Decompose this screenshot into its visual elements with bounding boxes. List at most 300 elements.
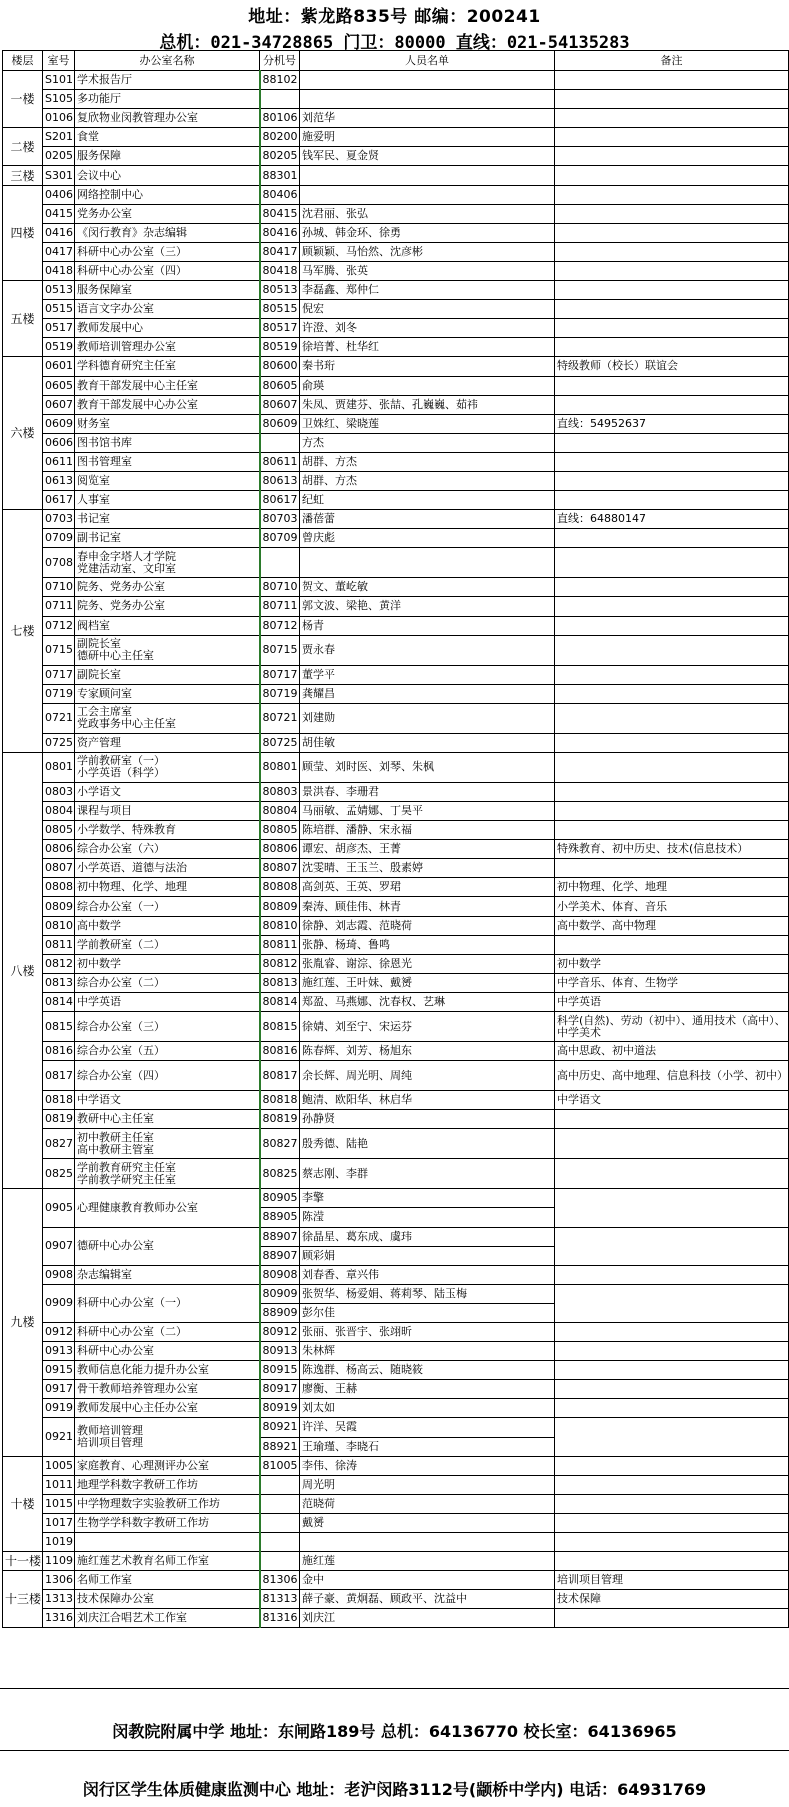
office-name: 网络控制中心 bbox=[75, 185, 260, 204]
table-row bbox=[3, 1456, 789, 1475]
floor-label: 四楼 bbox=[3, 185, 43, 280]
table-row bbox=[3, 1475, 789, 1494]
staff-names bbox=[300, 185, 555, 204]
staff-names: 谭宏、胡彦杰、王菁 bbox=[300, 840, 555, 859]
table-row bbox=[3, 782, 789, 801]
room-number: 0513 bbox=[43, 281, 75, 300]
staff-names: 陈逸群、杨高云、随晓筱 bbox=[300, 1361, 555, 1380]
room-number: 0806 bbox=[43, 840, 75, 859]
staff-names: 陈春辉、刘芳、杨旭东 bbox=[300, 1042, 555, 1061]
table-row bbox=[3, 897, 789, 916]
extension: 88909 bbox=[260, 1303, 300, 1322]
note bbox=[555, 859, 789, 878]
staff-names: 施爱明 bbox=[300, 128, 555, 147]
extension: 81005 bbox=[260, 1456, 300, 1475]
table-row bbox=[3, 1609, 789, 1628]
staff-names: 施红莲 bbox=[300, 1552, 555, 1571]
office-name: 科研中心办公室（三） bbox=[75, 242, 260, 261]
office-name: 科研中心办公室（四） bbox=[75, 261, 260, 280]
room-number: 1316 bbox=[43, 1609, 75, 1628]
note bbox=[555, 597, 789, 616]
room-number: S201 bbox=[43, 128, 75, 147]
room-number: 0709 bbox=[43, 529, 75, 548]
room-number: 0809 bbox=[43, 897, 75, 916]
room-number: 0606 bbox=[43, 433, 75, 452]
staff-names: 高剑英、王英、罗珺 bbox=[300, 878, 555, 897]
room-number: 0721 bbox=[43, 703, 75, 733]
office-name: 学前教研室（二） bbox=[75, 935, 260, 954]
extension: 88102 bbox=[260, 71, 300, 90]
room-number: 0617 bbox=[43, 491, 75, 510]
office-name: 人事室 bbox=[75, 491, 260, 510]
note bbox=[555, 204, 789, 223]
staff-names: 沈君丽、张弘 bbox=[300, 204, 555, 223]
office-name: 服务保障室 bbox=[75, 281, 260, 300]
staff-names: 许洋、吴霞 bbox=[300, 1418, 555, 1437]
staff-names: 鲍清、欧阳华、林启华 bbox=[300, 1091, 555, 1110]
table-row bbox=[3, 1590, 789, 1609]
table-row bbox=[3, 878, 789, 897]
table-row bbox=[3, 992, 789, 1011]
extension: 80515 bbox=[260, 300, 300, 319]
note bbox=[555, 1513, 789, 1532]
staff-names: 朱林辉 bbox=[300, 1342, 555, 1361]
room-number: 1109 bbox=[43, 1552, 75, 1571]
table-row bbox=[3, 471, 789, 490]
table-row bbox=[3, 1061, 789, 1091]
extension: 80806 bbox=[260, 840, 300, 859]
office-name: 学术报告厅 bbox=[75, 71, 260, 90]
office-name: 副院长室 德研中心主任室 bbox=[75, 635, 260, 665]
note bbox=[555, 1227, 789, 1265]
staff-names: 钱军民、夏金贤 bbox=[300, 147, 555, 166]
office-name: 食堂 bbox=[75, 128, 260, 147]
room-number: 0106 bbox=[43, 109, 75, 128]
staff-names: 张静、杨琦、鲁鸣 bbox=[300, 935, 555, 954]
extension: 88905 bbox=[260, 1208, 300, 1227]
table-row bbox=[3, 1091, 789, 1110]
office-name: 初中数学 bbox=[75, 954, 260, 973]
office-name: 心理健康教育教师办公室 bbox=[75, 1189, 260, 1227]
table-row bbox=[3, 395, 789, 414]
staff-names: 潘蓓蕾 bbox=[300, 510, 555, 529]
extension: 80809 bbox=[260, 897, 300, 916]
extension: 80813 bbox=[260, 973, 300, 992]
office-name: 家庭教育、心理测评办公室 bbox=[75, 1456, 260, 1475]
floor-label: 六楼 bbox=[3, 357, 43, 510]
room-number: S105 bbox=[43, 90, 75, 109]
extension: 80605 bbox=[260, 376, 300, 395]
note bbox=[555, 471, 789, 490]
extension bbox=[260, 433, 300, 452]
staff-names: 李擎 bbox=[300, 1189, 555, 1208]
staff-names: 王瑜瑾、李晓石 bbox=[300, 1437, 555, 1456]
room-number: 0807 bbox=[43, 859, 75, 878]
staff-names: 殷秀德、陆艳 bbox=[300, 1129, 555, 1159]
note: 高中数学、高中物理 bbox=[555, 916, 789, 935]
extension: 80721 bbox=[260, 703, 300, 733]
staff-names: 刘太如 bbox=[300, 1399, 555, 1418]
office-name: 副院长室 bbox=[75, 665, 260, 684]
room-number: 0819 bbox=[43, 1110, 75, 1129]
office-name: 教研中心主任室 bbox=[75, 1110, 260, 1129]
note bbox=[555, 319, 789, 338]
office-name: 初中教研主任室 高中教研主管室 bbox=[75, 1129, 260, 1159]
note bbox=[555, 491, 789, 510]
room-number: 0719 bbox=[43, 684, 75, 703]
staff-names: 范晓荷 bbox=[300, 1494, 555, 1513]
office-name: 综合办公室（一） bbox=[75, 897, 260, 916]
table-header-row bbox=[3, 51, 789, 71]
office-name: 教师信息化能力提升办公室 bbox=[75, 1361, 260, 1380]
office-name: 阀档室 bbox=[75, 616, 260, 635]
room-number: 0607 bbox=[43, 395, 75, 414]
office-name: 学科德育研究主任室 bbox=[75, 357, 260, 376]
col-office: 办公室名称 bbox=[75, 51, 260, 71]
staff-names: 顾彩娟 bbox=[300, 1246, 555, 1265]
note: 高中思政、初中道法 bbox=[555, 1042, 789, 1061]
table-row bbox=[3, 491, 789, 510]
table-row bbox=[3, 597, 789, 616]
note: 特殊教育、初中历史、技术(信息技术） bbox=[555, 840, 789, 859]
table-row bbox=[3, 802, 789, 821]
room-number: 0416 bbox=[43, 223, 75, 242]
floor-label: 三楼 bbox=[3, 166, 43, 185]
note bbox=[555, 935, 789, 954]
staff-names: 纪虹 bbox=[300, 491, 555, 510]
staff-names: 贾永春 bbox=[300, 635, 555, 665]
note bbox=[555, 1475, 789, 1494]
floor-label: 七楼 bbox=[3, 510, 43, 753]
staff-names: 金中 bbox=[300, 1571, 555, 1590]
office-name: 综合办公室（六） bbox=[75, 840, 260, 859]
office-name: 资产管理 bbox=[75, 733, 260, 752]
office-name: 院务、党务办公室 bbox=[75, 597, 260, 616]
room-number: 0915 bbox=[43, 1361, 75, 1380]
staff-names: 蔡志刚、李群 bbox=[300, 1159, 555, 1189]
office-name: 中学物理数字实验教研工作坊 bbox=[75, 1494, 260, 1513]
affiliated-school-line: 闵教院附属中学 地址：东闸路189号 总机：64136770 校长室：64136965 bbox=[112, 1722, 677, 1741]
office-name: 副书记室 bbox=[75, 529, 260, 548]
extension: 80908 bbox=[260, 1265, 300, 1284]
note bbox=[555, 684, 789, 703]
table-row bbox=[3, 1552, 789, 1571]
note: 中学英语 bbox=[555, 992, 789, 1011]
note bbox=[555, 1399, 789, 1418]
health-center-line: 闵行区学生体质健康监测中心 地址：老沪闵路3112号(颛桥中学内) 电话：64931769 bbox=[82, 1780, 707, 1799]
room-number: 0712 bbox=[43, 616, 75, 635]
extension: 80815 bbox=[260, 1012, 300, 1042]
note: 科学(自然)、劳动（初中）、通用技术（高中）、中学美术 bbox=[555, 1012, 789, 1042]
room-number: 0715 bbox=[43, 635, 75, 665]
office-name: 科研中心办公室（一） bbox=[75, 1284, 260, 1322]
note bbox=[555, 635, 789, 665]
staff-names: 徐静、刘志霞、范晓荷 bbox=[300, 916, 555, 935]
room-number: 0803 bbox=[43, 782, 75, 801]
col-staff: 人员名单 bbox=[300, 51, 555, 71]
address-line: 地址：紫龙路835号 邮编：200241 bbox=[248, 7, 541, 27]
table-row bbox=[3, 954, 789, 973]
office-directory-table bbox=[2, 50, 789, 1628]
room-number: 0912 bbox=[43, 1322, 75, 1341]
room-number: 0817 bbox=[43, 1061, 75, 1091]
floor-label: 十三楼 bbox=[3, 1571, 43, 1628]
floor-label: 五楼 bbox=[3, 281, 43, 357]
staff-names: 沈雯晴、王玉兰、殷素婷 bbox=[300, 859, 555, 878]
note bbox=[555, 338, 789, 357]
table-row bbox=[3, 840, 789, 859]
office-name: 技术保障办公室 bbox=[75, 1590, 260, 1609]
table-row bbox=[3, 859, 789, 878]
extension: 80417 bbox=[260, 242, 300, 261]
note bbox=[555, 548, 789, 578]
table-row bbox=[3, 1418, 789, 1437]
table-row bbox=[3, 1042, 789, 1061]
staff-names: 张丽、张晋宇、张翊昕 bbox=[300, 1322, 555, 1341]
office-name: 小学英语、道德与法治 bbox=[75, 859, 260, 878]
staff-names: 贺文、董屹敏 bbox=[300, 578, 555, 597]
table-row bbox=[3, 1361, 789, 1380]
note: 初中数学 bbox=[555, 954, 789, 973]
room-number: 0517 bbox=[43, 319, 75, 338]
note: 技术保障 bbox=[555, 1590, 789, 1609]
divider bbox=[0, 1750, 789, 1751]
room-number: 0816 bbox=[43, 1042, 75, 1061]
note bbox=[555, 1494, 789, 1513]
staff-names: 张贺华、杨爱娟、蒋莉琴、陆玉梅 bbox=[300, 1284, 555, 1303]
extension: 80611 bbox=[260, 452, 300, 471]
extension: 80617 bbox=[260, 491, 300, 510]
room-number: 0205 bbox=[43, 147, 75, 166]
office-name: 复欣物业闵教管理办公室 bbox=[75, 109, 260, 128]
note: 直线：64880147 bbox=[555, 510, 789, 529]
staff-names: 陈滢 bbox=[300, 1208, 555, 1227]
note bbox=[555, 616, 789, 635]
extension: 80819 bbox=[260, 1110, 300, 1129]
room-number: 0907 bbox=[43, 1227, 75, 1265]
table-row bbox=[3, 916, 789, 935]
extension: 80804 bbox=[260, 802, 300, 821]
table-row bbox=[3, 1494, 789, 1513]
note bbox=[555, 1380, 789, 1399]
staff-names bbox=[300, 166, 555, 185]
table-row bbox=[3, 510, 789, 529]
room-number: 0818 bbox=[43, 1091, 75, 1110]
note bbox=[555, 1609, 789, 1628]
note bbox=[555, 1361, 789, 1380]
extension: 80607 bbox=[260, 395, 300, 414]
staff-names: 郑盈、马燕娜、沈春权、艺琳 bbox=[300, 992, 555, 1011]
extension bbox=[260, 1494, 300, 1513]
room-number: 0908 bbox=[43, 1265, 75, 1284]
room-number: 0919 bbox=[43, 1399, 75, 1418]
room-number: 0909 bbox=[43, 1284, 75, 1322]
staff-names: 胡群、方杰 bbox=[300, 452, 555, 471]
note bbox=[555, 281, 789, 300]
office-name: 教师培训管理 培训项目管理 bbox=[75, 1418, 260, 1456]
extension: 80909 bbox=[260, 1284, 300, 1303]
note bbox=[555, 1533, 789, 1552]
table-row bbox=[3, 1533, 789, 1552]
staff-names: 俞瑛 bbox=[300, 376, 555, 395]
table-row bbox=[3, 684, 789, 703]
extension: 80600 bbox=[260, 357, 300, 376]
room-number: 1313 bbox=[43, 1590, 75, 1609]
staff-names: 马丽敏、孟婧娜、丁昊平 bbox=[300, 802, 555, 821]
room-number: 0810 bbox=[43, 916, 75, 935]
room-number: 0801 bbox=[43, 752, 75, 782]
note bbox=[555, 802, 789, 821]
room-number: 0519 bbox=[43, 338, 75, 357]
table-row bbox=[3, 578, 789, 597]
note: 高中历史、高中地理、信息科技（小学、初中） bbox=[555, 1061, 789, 1091]
table-row bbox=[3, 281, 789, 300]
room-number: S301 bbox=[43, 166, 75, 185]
staff-names: 顾颖颖、马怡然、沈彦彬 bbox=[300, 242, 555, 261]
extension: 80200 bbox=[260, 128, 300, 147]
note: 小学美术、体育、音乐 bbox=[555, 897, 789, 916]
office-name: 服务保障 bbox=[75, 147, 260, 166]
table-row bbox=[3, 242, 789, 261]
table-row bbox=[3, 223, 789, 242]
extension: 80106 bbox=[260, 109, 300, 128]
floor-label: 九楼 bbox=[3, 1189, 43, 1456]
staff-names: 陈培群、潘静、宋永福 bbox=[300, 821, 555, 840]
office-name: 图书管理室 bbox=[75, 452, 260, 471]
extension: 88907 bbox=[260, 1246, 300, 1265]
staff-names: 李伟、徐涛 bbox=[300, 1456, 555, 1475]
office-name: 骨干教师培养管理办公室 bbox=[75, 1380, 260, 1399]
note: 培训项目管理 bbox=[555, 1571, 789, 1590]
staff-names: 胡佳敏 bbox=[300, 733, 555, 752]
table-row bbox=[3, 338, 789, 357]
extension: 80814 bbox=[260, 992, 300, 1011]
office-name: 会议中心 bbox=[75, 166, 260, 185]
note bbox=[555, 1159, 789, 1189]
extension: 80917 bbox=[260, 1380, 300, 1399]
room-number: 1306 bbox=[43, 1571, 75, 1590]
staff-names: 胡群、方杰 bbox=[300, 471, 555, 490]
office-name: 综合办公室（二） bbox=[75, 973, 260, 992]
table-row bbox=[3, 319, 789, 338]
table-row bbox=[3, 973, 789, 992]
extension: 80801 bbox=[260, 752, 300, 782]
divider bbox=[0, 1688, 789, 1689]
table-row bbox=[3, 1189, 789, 1208]
table-row bbox=[3, 733, 789, 752]
extension: 80805 bbox=[260, 821, 300, 840]
floor-label: 十一楼 bbox=[3, 1552, 43, 1571]
extension: 80709 bbox=[260, 529, 300, 548]
note bbox=[555, 733, 789, 752]
table-row bbox=[3, 357, 789, 376]
table-row bbox=[3, 128, 789, 147]
extension: 80715 bbox=[260, 635, 300, 665]
staff-names: 徐培菁、杜华红 bbox=[300, 338, 555, 357]
table-row bbox=[3, 376, 789, 395]
room-number: 0811 bbox=[43, 935, 75, 954]
staff-names: 廖衡、王赫 bbox=[300, 1380, 555, 1399]
extension: 80905 bbox=[260, 1189, 300, 1208]
table-row bbox=[3, 1265, 789, 1284]
room-number: 0515 bbox=[43, 300, 75, 319]
room-number: 0808 bbox=[43, 878, 75, 897]
note bbox=[555, 782, 789, 801]
table-row bbox=[3, 90, 789, 109]
room-number: 0711 bbox=[43, 597, 75, 616]
table-row bbox=[3, 414, 789, 433]
note bbox=[555, 1129, 789, 1159]
extension: 80810 bbox=[260, 916, 300, 935]
room-number: 0905 bbox=[43, 1189, 75, 1227]
staff-names: 刘春香、章兴伟 bbox=[300, 1265, 555, 1284]
note bbox=[555, 395, 789, 414]
staff-names: 顾莹、刘时医、刘琴、朱枫 bbox=[300, 752, 555, 782]
office-name: 刘庆江合唱艺术工作室 bbox=[75, 1609, 260, 1628]
note: 初中物理、化学、地理 bbox=[555, 878, 789, 897]
staff-names: 薛子豪、黄炯磊、顾政平、沈益中 bbox=[300, 1590, 555, 1609]
table-row bbox=[3, 1110, 789, 1129]
staff-names: 朱凤、贾建芬、张喆、孔巍巍、茹祎 bbox=[300, 395, 555, 414]
extension: 80803 bbox=[260, 782, 300, 801]
table-row bbox=[3, 71, 789, 90]
staff-names: 董学平 bbox=[300, 665, 555, 684]
room-number: 0827 bbox=[43, 1129, 75, 1159]
note bbox=[555, 1456, 789, 1475]
office-name: 语言文字办公室 bbox=[75, 300, 260, 319]
office-name: 高中数学 bbox=[75, 916, 260, 935]
floor-label: 十楼 bbox=[3, 1456, 43, 1551]
room-number: 1017 bbox=[43, 1513, 75, 1532]
note bbox=[555, 1189, 789, 1227]
room-number: 1005 bbox=[43, 1456, 75, 1475]
extension: 80406 bbox=[260, 185, 300, 204]
note bbox=[555, 1265, 789, 1284]
note bbox=[555, 1552, 789, 1571]
extension: 80609 bbox=[260, 414, 300, 433]
staff-names: 施红莲、王叶妹、戴赟 bbox=[300, 973, 555, 992]
room-number: 0415 bbox=[43, 204, 75, 223]
office-name: 地理学科数字教研工作坊 bbox=[75, 1475, 260, 1494]
table-row bbox=[3, 821, 789, 840]
office-name: 中学英语 bbox=[75, 992, 260, 1011]
table-row bbox=[3, 1513, 789, 1532]
floor-label: 一楼 bbox=[3, 71, 43, 128]
extension: 81313 bbox=[260, 1590, 300, 1609]
extension: 80807 bbox=[260, 859, 300, 878]
office-name: 中学语文 bbox=[75, 1091, 260, 1110]
table-row bbox=[3, 635, 789, 665]
office-name: 生物学学科数字教研工作坊 bbox=[75, 1513, 260, 1532]
staff-names: 秦涛、顾佳伟、林青 bbox=[300, 897, 555, 916]
extension: 80808 bbox=[260, 878, 300, 897]
room-number: 0913 bbox=[43, 1342, 75, 1361]
staff-names bbox=[300, 90, 555, 109]
extension bbox=[260, 1475, 300, 1494]
extension: 80919 bbox=[260, 1399, 300, 1418]
note bbox=[555, 578, 789, 597]
office-name: 名师工作室 bbox=[75, 1571, 260, 1590]
note bbox=[555, 433, 789, 452]
office-name: 党务办公室 bbox=[75, 204, 260, 223]
table-row bbox=[3, 1399, 789, 1418]
note bbox=[555, 242, 789, 261]
table-row bbox=[3, 1571, 789, 1590]
col-ext: 分机号 bbox=[260, 51, 300, 71]
note bbox=[555, 90, 789, 109]
office-name: 小学语文 bbox=[75, 782, 260, 801]
extension: 80513 bbox=[260, 281, 300, 300]
